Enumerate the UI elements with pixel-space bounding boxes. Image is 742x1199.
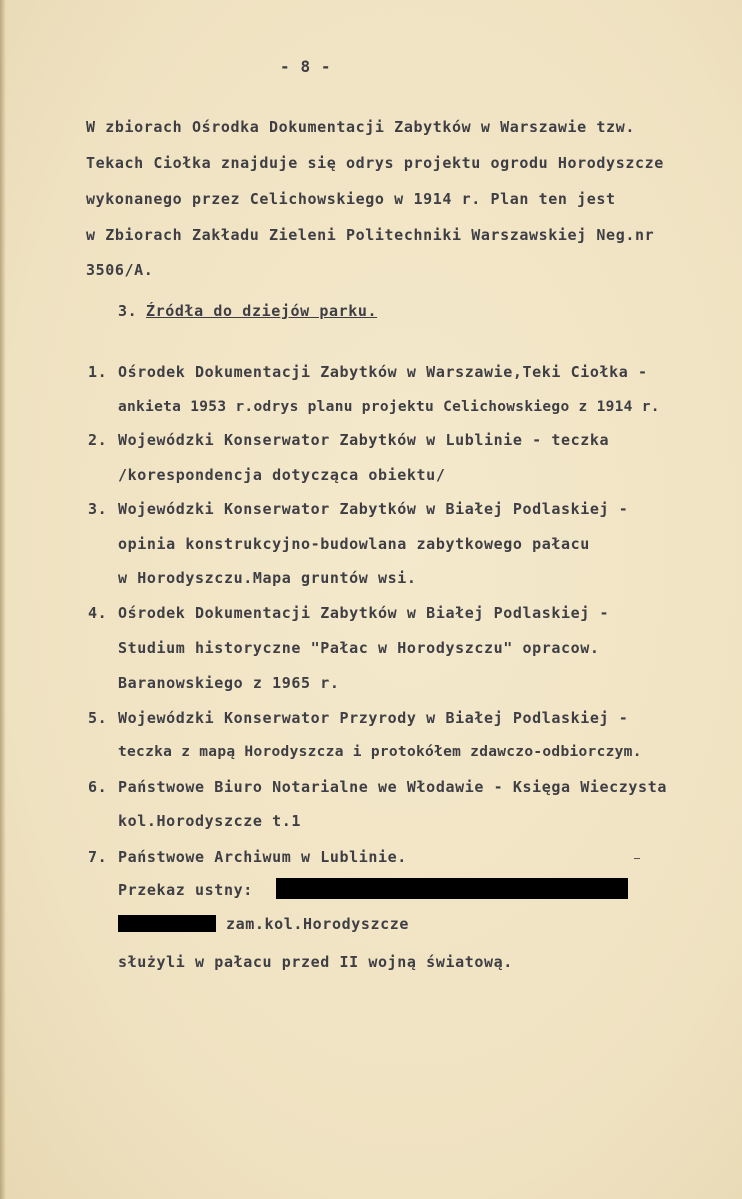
intro-line: wykonanego przez Celichowskiego w 1914 r. Plan ten jest [86,190,616,208]
list-item-line: Wojewódzki Konserwator Zabytków w Lublinie - teczka [118,431,610,449]
list-item-line: Państwowe Archiwum w Lublinie. [118,848,407,866]
list-item-line: Wojewódzki Konserwator Zabytków w Białej Podlaskiej - [118,500,629,518]
stray-mark [634,858,640,859]
section-title: Źródła do dziejów parku. [146,302,378,320]
list-item-line: opinia konstrukcyjno-budowlana zabytkowego pałacu [118,535,590,553]
list-item-number: 7. [88,848,108,866]
list-item-line: Ośrodek Dokumentacji Zabytków w Warszawie,Teki Ciołka - [118,363,648,381]
redaction-bar [276,878,628,899]
list-item-line: /korespondencja dotycząca obiektu/ [118,466,446,484]
intro-line: 3506/A. [86,261,154,279]
section-number: 3. [118,302,138,320]
page-number: - 8 - [280,57,332,76]
list-item-number: 3. [88,500,108,518]
list-item-number: 4. [88,604,108,622]
intro-line: W zbiorach Ośrodka Dokumentacji Zabytków w Warszawie tzw. [86,118,635,136]
page-edge-shadow [0,0,6,1199]
list-item-line: Studium historyczne "Pałac w Horodyszczu" opracow. [118,639,600,657]
redaction-bar [118,915,216,932]
list-item-number: 2. [88,431,108,449]
list-item-line: Ośrodek Dokumentacji Zabytków w Białej Podlaskiej - [118,604,610,622]
list-item-line: Baranowskiego z 1965 r. [118,674,340,692]
oral-residence: zam.kol.Horodyszcze [226,915,409,933]
list-item-number: 5. [88,709,108,727]
list-item-line: kol.Horodyszcze t.1 [118,812,301,830]
list-item-line: Państwowe Biuro Notarialne we Włodawie - Księga Wieczysta [118,778,667,796]
list-item-line: Wojewódzki Konserwator Przyrody w Białej Podlaskiej - [118,709,629,727]
list-item-number: 1. [88,363,108,381]
list-item-line: teczka z mapą Horodyszcza i protokółem zdawczo-odbiorczym. [118,744,642,760]
oral-note: służyli w pałacu przed II wojną światową. [118,953,513,971]
list-item-line: w Horodyszczu.Mapa gruntów wsi. [118,569,417,587]
intro-line: w Zbiorach Zakładu Zieleni Politechniki Warszawskiej Neg.nr [86,226,655,244]
list-item-number: 6. [88,778,108,796]
intro-line: Tekach Ciołka znajduje się odrys projektu ogrodu Horodyszcze [86,154,664,172]
oral-account-label: Przekaz ustny: [118,881,253,899]
list-item-line: ankieta 1953 r.odrys planu projektu Celichowskiego z 1914 r. [118,399,660,415]
